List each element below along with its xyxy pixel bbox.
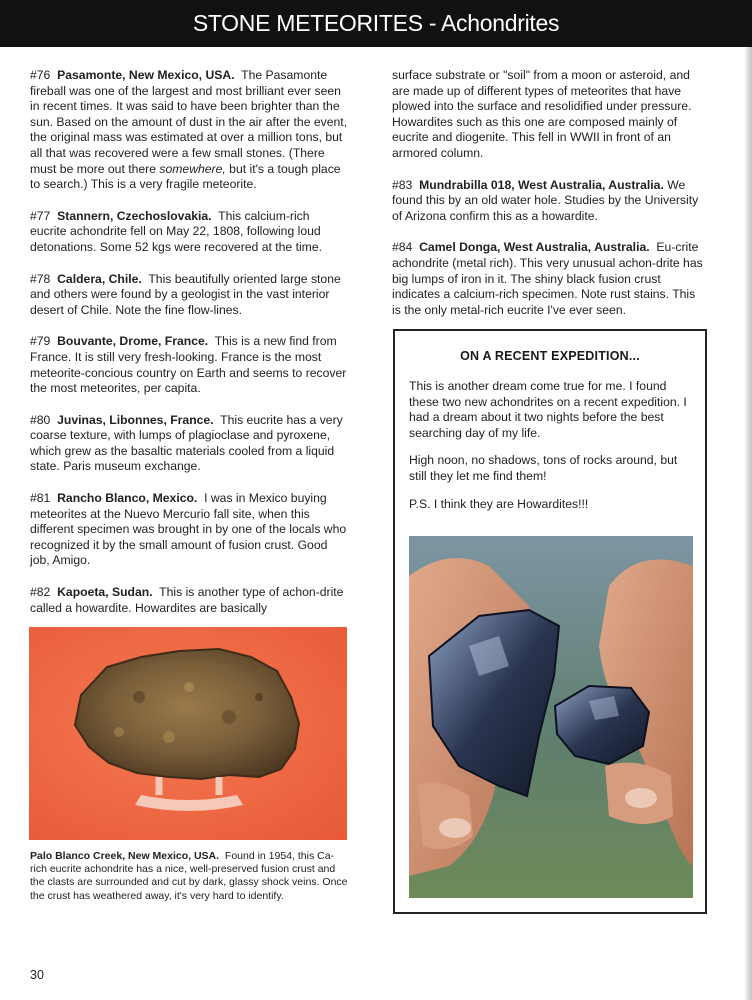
expedition-paragraph: P.S. I think they are Howardites!!! [409,496,589,511]
entry-number: #80 [30,412,51,427]
entry-heading: Bouvante, Drome, France. [57,334,209,349]
entry-text: This calcium-rich eucrite achondrite fell on May 22, 1808, following loud detonations. Some 52 kgs were recovered at the time. [30,208,322,254]
entry-text: This eucrite has a very coarse texture, with lumps of plagioclase and pyroxene, which grew as the basaltic materials cooled from a liquid state. Paris museum exchange. [30,412,343,474]
page-edge-shadow [744,47,752,1000]
expedition-box [393,329,707,914]
entry-number: #79 [30,334,51,349]
entry-text: This beautifully oriented large stone and others were found by a geologist in the vast interior desert of Chile. Note the fine flow-lines. [30,271,341,317]
meteorite-photo-palo-blanco [29,627,347,840]
entry-heading: Camel Donga, West Australia, Australia. [419,240,650,255]
hands-holding-meteorites-photo [409,536,693,898]
entry-77 [30,209,348,256]
entry-heading: Rancho Blanco, Mexico. [57,491,198,506]
entry-80 [30,413,348,475]
right-column [392,68,706,334]
entry-number: #76 [30,68,51,82]
entry-79 [30,334,348,396]
entry-heading: Caldera, Chile. [57,271,142,286]
entry-number: #81 [30,491,51,506]
entry-text-after: but it's a tough place to search.) This is a very fragile meteorite. [30,161,341,192]
entry-italic: somewhere, [159,161,226,176]
caption-text: Found in 1954, this Ca-rich eucrite achondrite has a nice, well-preserved fusion crust and the clasts are surrounded and cut by dark, glassy shock veins. Once the crust has weathered away, it's very hard to identify. [30,850,348,902]
page-number: 30 [30,968,44,982]
entry-heading: Mundrabilla 018, West Australia, Australia. [419,177,664,192]
entry-84 [392,240,706,318]
entry-82-continued: surface substrate or "soil" from a moon or asteroid, and are made up of different types of meteorites that have plowed into the surface and resolidified under pressure. Howardites such as this one are composed mainly of eucrite and diogenite. This fell in WWII in front of an armored column. [392,68,692,160]
entry-text: Eu-crite achondrite (metal rich). This very unusual achon-drite has big lumps of iron in it. The shiny black fusion crust indicates a calcium-rich specimen. Note rust stains. This is the only metal-rich eucrite I've ever seen. [392,240,703,317]
entry-82 [30,585,348,616]
expedition-text [409,379,695,524]
entry-number: #82 [30,585,51,600]
entry-number: #77 [30,208,51,223]
expedition-paragraph: This is another dream come true for me. I found these two new achondrites on a recent expedition. I had a dream about it two nights before the best searching day of my life. [409,379,687,440]
entry-76 [30,68,348,193]
entry-heading: Pasamonte, New Mexico, USA. [57,68,235,82]
expedition-title: ON A RECENT EXPEDITION... [460,349,640,363]
expedition-paragraph: High noon, no shadows, tons of rocks around, but still they let me find them! [409,453,678,483]
caption-heading: Palo Blanco Creek, New Mexico, USA. [30,850,220,862]
entry-81 [30,491,348,569]
meteorite-image [29,627,347,840]
entry-number: #83 [392,177,413,192]
entry-text: I was in Mexico buying meteorites at the Nuevo Mercurio fall site, when this different specimen was brought in by one of the locals who recognized it by the small amount of fusion crust. Good job, Amigo. [30,491,347,568]
entry-text: We found this by an old water hole. Studies by the University of Arizona confirm this as a howardite. [392,177,699,223]
page-header [0,0,752,47]
entry-number: #78 [30,271,51,286]
entry-heading: Juvinas, Libonnes, France. [57,412,214,427]
left-column [30,68,348,632]
photo-caption [30,850,348,903]
entry-text: This is another type of achon-drite called a howardite. Howardites are basically [30,585,344,615]
entry-83 [392,178,706,225]
expedition-image [409,536,693,898]
entry-text: This is a new find from France. It is still very fresh-looking. France is the most meteorite-concious country on Earth and seems to recover the most meteorites, per capita. [30,334,347,396]
entry-number: #84 [392,240,413,255]
entry-text: The Pasamonte fireball was one of the largest and most brilliant ever seen in recent times. It was said to have been brighter than the sun. Based on the amount of dust in the air after the event, the original mass was estimated at over a million tons, but all that was recovered were a few small stones. (There must be more out there [30,68,348,176]
entry-heading: Kapoeta, Sudan. [57,585,153,600]
entry-78 [30,272,348,319]
entry-heading: Stannern, Czechoslovakia. [57,208,212,223]
page-title: STONE METEORITES - Achondrites [192,10,560,36]
